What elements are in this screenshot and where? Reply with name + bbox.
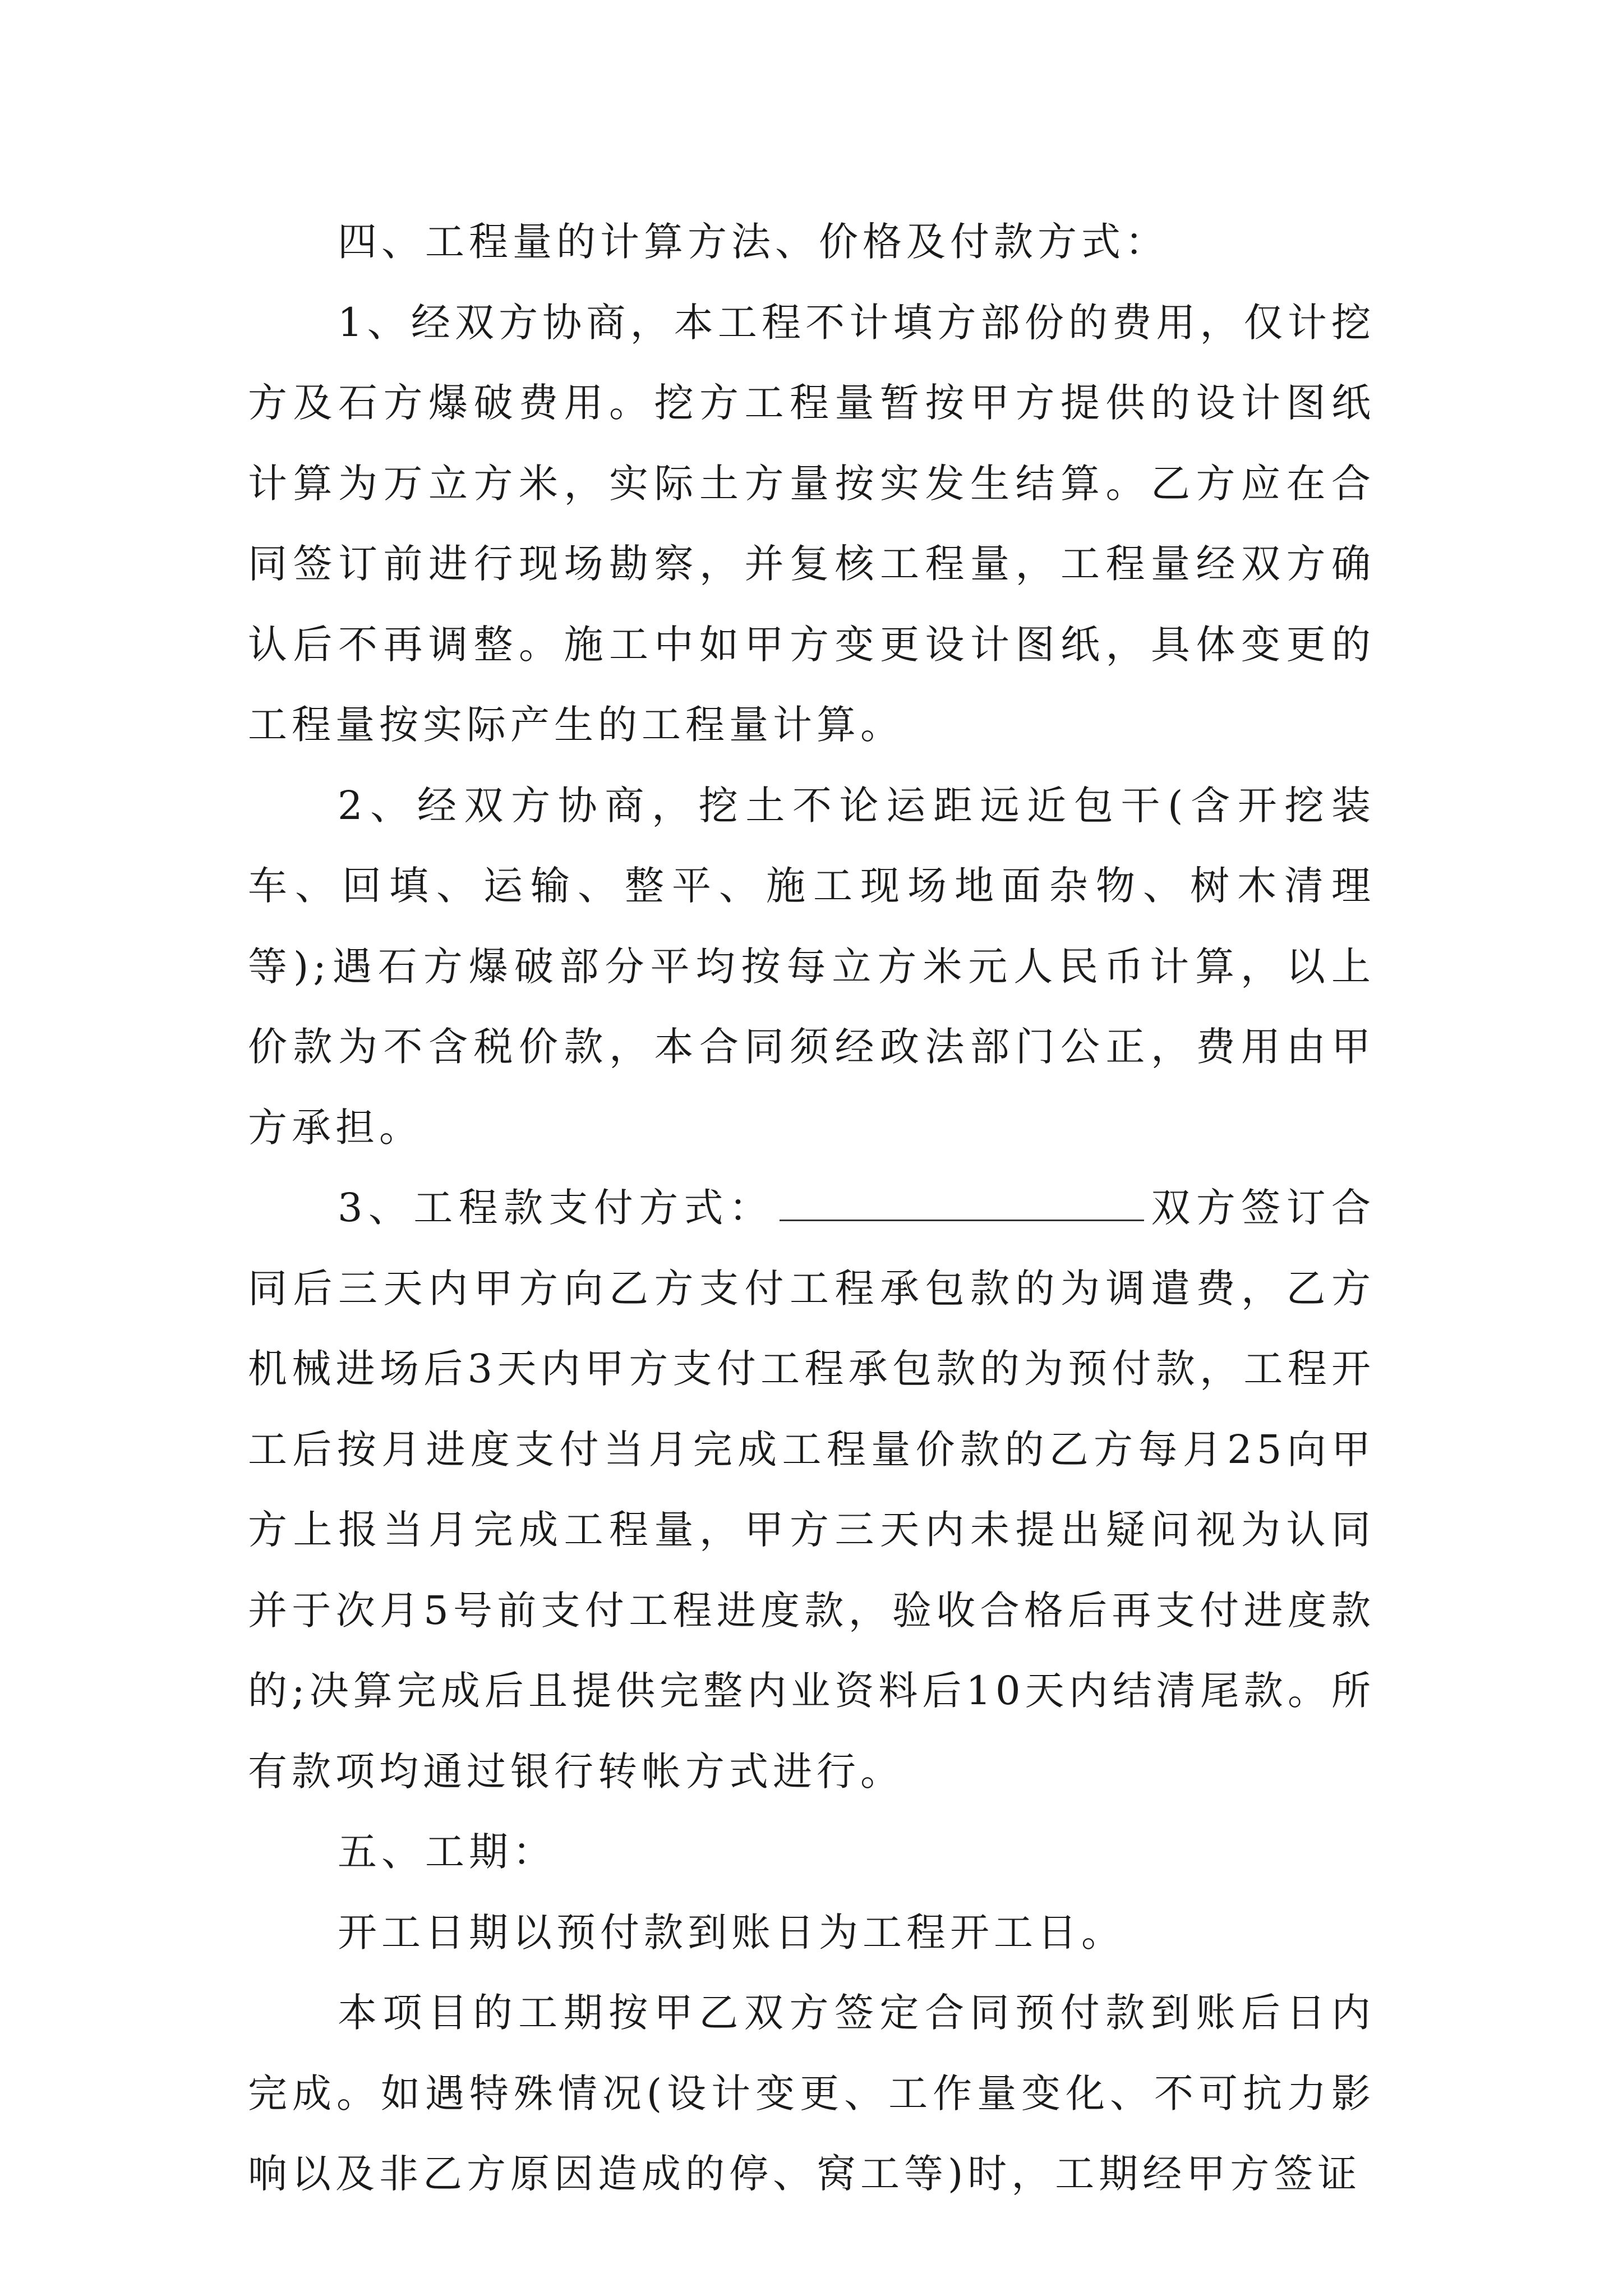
clause-4-2: 2、经双方协商，挖土不论运距远近包干(含开挖装车、回填、运输、整平、施工现场地面杂物、树木清理等);遇石方爆破部分平均按每立方米元人民币计算，以上价款为不含税价款，本合同须经政法部门公正，费用由甲方承担。 — [248, 782, 1375, 1151]
payment-method-blank-line — [780, 1180, 1144, 1221]
clause-4-3-lead: 3、工程款支付方式： — [338, 1185, 774, 1231]
section-5-heading: 五、工期： — [338, 1829, 556, 1875]
clause-4-1: 1、经双方协商，本工程不计填方部份的费用，仅计挖方及石方爆破费用。挖方工程量暂按甲方提供的设计图纸计算为万立方米，实际土方量按实发生结算。乙方应在合同签订前进行现场勘察，并复核工程量，工程量经双方确认后不再调整。施工中如甲方变更设计图纸，具体变更的工程量按实际产生的工程量计算。 — [248, 299, 1375, 748]
clause-4-3 — [248, 1168, 1375, 1812]
clause-4-3-rest: 双方签订合同后三天内甲方向乙方支付工程承包款的为调遣费，乙方机械进场后3天内甲方支付工程承包款的为预付款，工程开工后按月进度支付当月完成工程量价款的乙方每月25向甲方上报当月完成工程量，甲方三天内未提出疑问视为认同并于次月5号前支付工程进度款，验收合格后再支付进度款的;决算完成后且提供完整内业资料后10天内结清尾款。所有款项均通过银行转帐方式进行。 — [248, 1185, 1375, 1795]
section-4-heading: 四、工程量的计算方法、价格及付款方式： — [338, 219, 1169, 265]
clause-5-start: 开工日期以预付款到账日为工程开工日。 — [338, 1909, 1125, 1955]
clause-5-duration: 本项目的工期按甲乙双方签定合同预付款到账后日内完成。如遇特殊情况(设计变更、工作量变化、不可抗力影响以及非乙方原因造成的停、窝工等)时，工期经甲方签证 — [248, 1990, 1375, 2197]
document-body — [248, 202, 1375, 2215]
